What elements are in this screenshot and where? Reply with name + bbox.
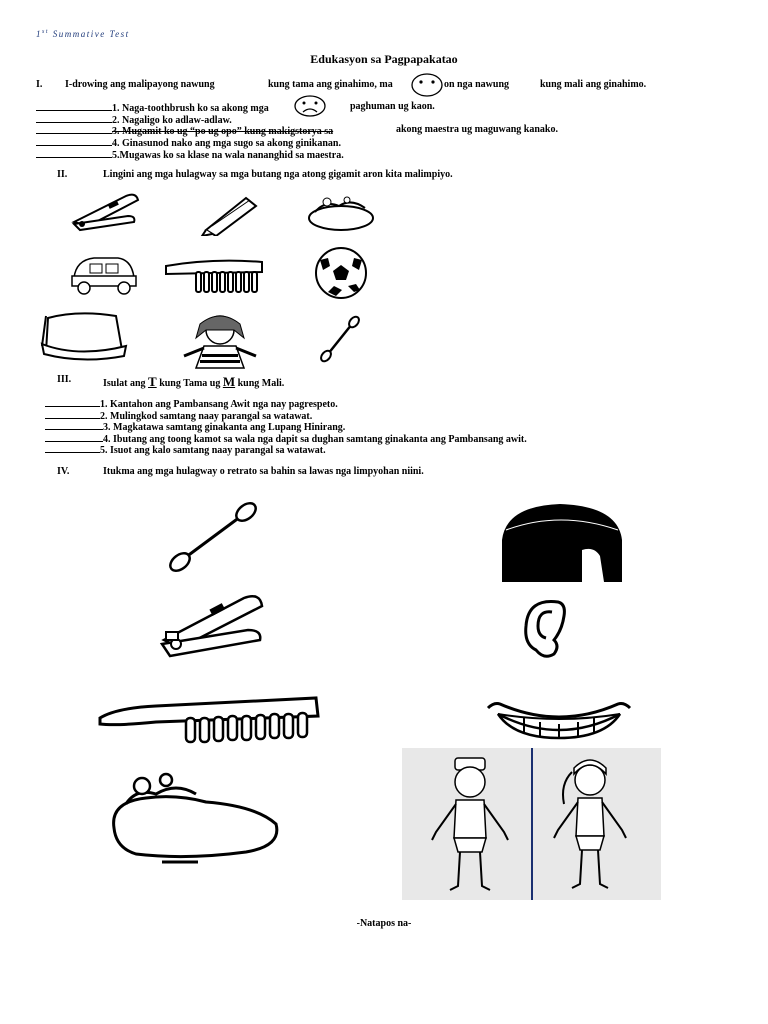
divider: [531, 748, 533, 900]
list-item: 3. Mugamit ko ug “po ug opo” kung makigstorya sa: [36, 124, 333, 137]
ear-icon: [518, 596, 570, 662]
list-item: 2. Nagaligo ko adlaw-adlaw.: [36, 113, 232, 126]
cotton-swab-icon: [166, 500, 262, 572]
cotton-swab-icon: [318, 314, 362, 364]
boy-body-icon: [428, 756, 512, 894]
doll-icon: [178, 310, 262, 372]
nail-clipper-icon: [68, 190, 144, 232]
teeth-icon: [484, 694, 634, 742]
girl-body-icon: [548, 754, 632, 894]
happy-face-icon: [410, 72, 444, 98]
section4-numeral: IV.: [57, 466, 70, 477]
list-item: 2. Mulingkod samtang naay parangal sa watawat.: [45, 409, 312, 422]
section1-instr-d: kung mali ang ginahimo.: [540, 79, 647, 90]
test-label: 1st Summative Test: [36, 29, 130, 39]
body-picture: [402, 748, 661, 900]
section2-numeral: II.: [57, 169, 68, 180]
footer: -Natapos na-: [356, 918, 412, 929]
list-item: 4. Ibutang ang toong kamot sa wala nga dapit sa dughan samtang ginakanta ang Pambansang awit.: [45, 432, 527, 445]
comb-icon: [162, 256, 266, 298]
section4-instruction: Itukma ang mga hulagway o retrato sa bahin sa lawas nga limpyohan niini.: [103, 466, 424, 477]
towel-icon: [38, 306, 132, 364]
list-item: 1. Kantahon ang Pambansang Awit nga nay pagrespeto.: [45, 397, 338, 410]
list-item: 1. Naga-toothbrush ko sa akong mga: [36, 101, 269, 114]
section3-numeral: III.: [57, 374, 72, 385]
page-title: Edukasyon sa Pagpapakatao: [310, 52, 458, 66]
hair-icon: [496, 500, 626, 588]
toy-car-icon: [68, 248, 140, 296]
section1-numeral: I.: [36, 79, 43, 90]
section1-instr-a: I-drowing ang malipayong nawung: [65, 79, 215, 90]
section2-instruction: Lingini ang mga hulagway sa mga butang nga atong gigamit aron kita malimpiyo.: [103, 169, 453, 180]
sad-face-icon: [293, 94, 327, 118]
list-item: 3. Magkatawa samtang ginakanta ang Lupang Hinirang.: [45, 420, 345, 433]
nail-clipper-icon: [152, 590, 270, 664]
list-item: 4. Ginasunod nako ang mga sugo sa akong ginikanan.: [36, 136, 341, 149]
soap-icon: [106, 772, 286, 864]
comb-icon: [96, 688, 324, 748]
section1-instr-b: kung tama ang ginahimo, ma: [268, 79, 393, 90]
item3-tail: akong maestra ug maguwang kanako.: [396, 124, 558, 135]
section1-instr-c: on nga nawung: [444, 79, 510, 90]
section3-instruction: Isulat ang T kung Tama ug M kung Mali.: [103, 374, 285, 389]
soccer-ball-icon: [306, 246, 376, 300]
item1-tail: paghuman ug kaon.: [350, 101, 435, 112]
list-item: 5.Mugawas ko sa klase na wala nananghid sa maestra.: [36, 148, 344, 161]
soap-icon: [305, 192, 377, 232]
pencil-icon: [198, 192, 262, 236]
list-item: 5. Isuot ang kalo samtang naay parangal sa watawat.: [45, 443, 326, 456]
